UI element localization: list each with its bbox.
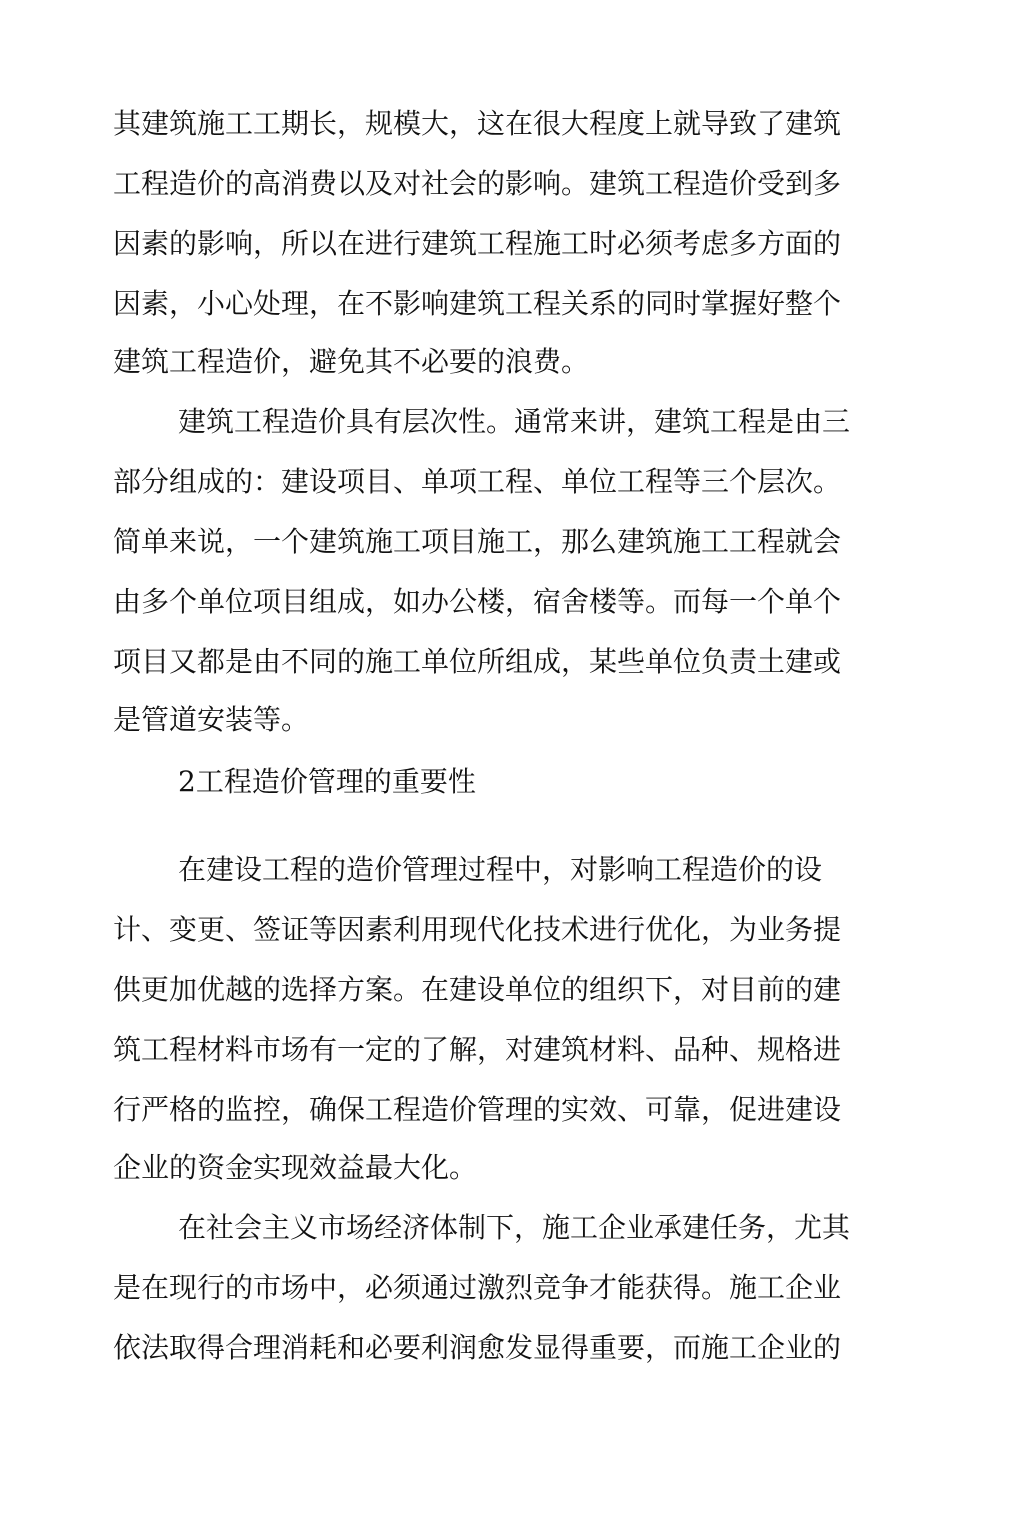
text-line: 因素的影响，所以在进行建筑工程施工时必须考虑多方面的	[113, 227, 842, 260]
paragraph-first-line: 在建设工程的造价管理过程中，对影响工程造价的设	[178, 853, 823, 886]
text-line: 简单来说，一个建筑施工项目施工，那么建筑施工工程就会	[113, 525, 842, 558]
text-line: 部分组成的：建设项目、单项工程、单位工程等三个层次。	[113, 465, 842, 498]
text-line: 行严格的监控，确保工程造价管理的实效、可靠，促进建设	[113, 1093, 842, 1126]
text-line: 是管道安装等。	[113, 703, 310, 736]
section-heading: 2工程造价管理的重要性	[178, 765, 476, 798]
text-line: 建筑工程造价，避免其不必要的浪费。	[113, 345, 590, 378]
text-line: 其建筑施工工期长，规模大，这在很大程度上就导致了建筑	[113, 107, 842, 140]
text-line: 工程造价的高消费以及对社会的影响。建筑工程造价受到多	[113, 167, 842, 200]
paragraph-first-line: 建筑工程造价具有层次性。通常来讲，建筑工程是由三	[178, 405, 851, 438]
text-line: 筑工程材料市场有一定的了解，对建筑材料、品种、规格进	[113, 1033, 842, 1066]
text-line: 企业的资金实现效益最大化。	[113, 1151, 478, 1184]
paragraph-first-line: 在社会主义市场经济体制下，施工企业承建任务，尤其	[178, 1211, 851, 1244]
text-line: 是在现行的市场中，必须通过激烈竞争才能获得。施工企业	[113, 1271, 842, 1304]
text-line: 由多个单位项目组成，如办公楼，宿舍楼等。而每一个单个	[113, 585, 842, 618]
text-line: 因素，小心处理，在不影响建筑工程关系的同时掌握好整个	[113, 287, 842, 320]
text-line: 依法取得合理消耗和必要利润愈发显得重要，而施工企业的	[113, 1331, 842, 1364]
text-line: 供更加优越的选择方案。在建设单位的组织下，对目前的建	[113, 973, 842, 1006]
text-line: 项目又都是由不同的施工单位所组成，某些单位负责土建或	[113, 645, 842, 678]
text-line: 计、变更、签证等因素利用现代化技术进行优化，为业务提	[113, 913, 842, 946]
